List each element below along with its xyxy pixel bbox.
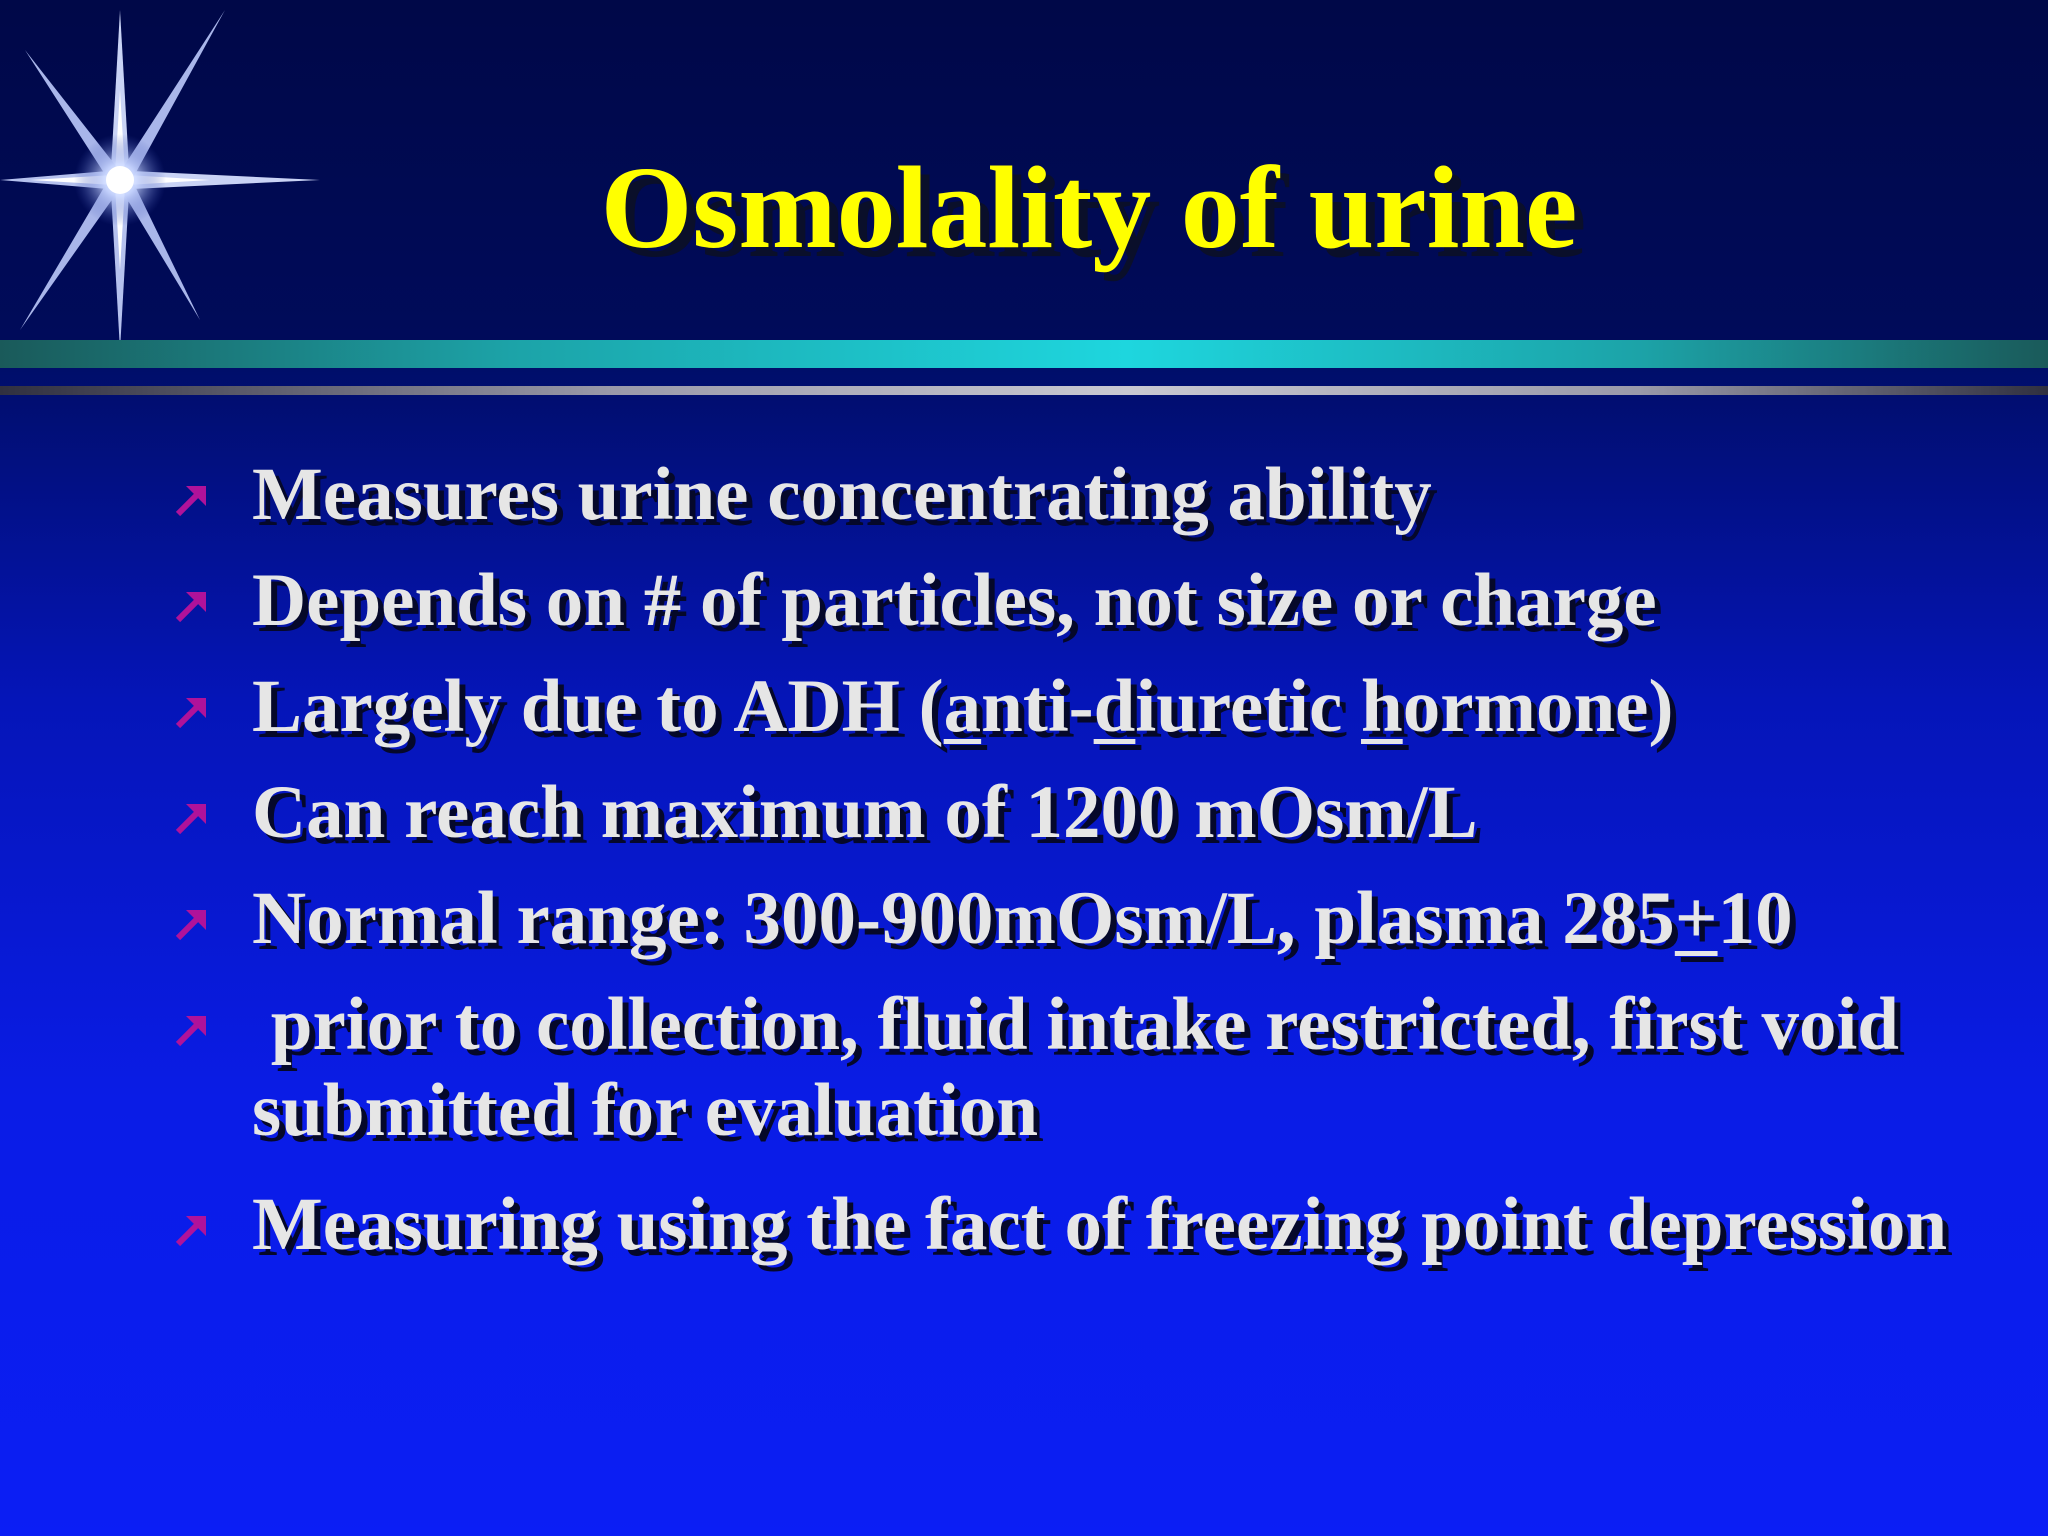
bullet-text-part: nti- [981, 665, 1094, 748]
bullet-item [172, 770, 2012, 856]
title-divider-grey [0, 386, 2048, 395]
bullet-item [172, 664, 2012, 750]
bullet-text [252, 877, 1793, 960]
underlined-letter: a [943, 665, 982, 748]
arrow-up-right-icon [172, 904, 212, 944]
bullet-text-part: iuretic [1135, 665, 1361, 748]
bullet-text: Measuring using the fact of freezing point depression [252, 1183, 1948, 1266]
title-divider-teal [0, 340, 2048, 368]
bullet-text: prior to collection, fluid intake restricted, first void submitted for evaluation [252, 983, 1918, 1152]
arrow-up-right-icon [172, 480, 212, 520]
bullet-item [172, 982, 2012, 1154]
bullet-item [172, 1182, 2012, 1268]
arrow-up-right-icon [172, 692, 212, 732]
underlined-plus-minus: + [1674, 877, 1718, 960]
bullet-item [172, 558, 2012, 644]
bullet-list [172, 452, 2012, 1296]
bullet-text: Measures urine concentrating ability [252, 453, 1432, 536]
bullet-text-part: Largely due to ADH ( [252, 665, 944, 748]
arrow-up-right-icon [172, 1210, 212, 1250]
underlined-letter: d [1093, 665, 1136, 748]
slide-title: Osmolality of urine [600, 142, 1578, 273]
underlined-letter: h [1360, 665, 1403, 748]
bullet-text [252, 665, 1673, 748]
bullet-text-part: Normal range: 300-900mOsm/L, plasma 285 [252, 877, 1675, 960]
arrow-up-right-icon [172, 586, 212, 626]
bullet-text-part: ormone) [1402, 665, 1674, 748]
bullet-item [172, 876, 2012, 962]
bullet-text: Can reach maximum of 1200 mOsm/L [252, 771, 1478, 854]
bullet-text-part: 10 [1717, 877, 1793, 960]
arrow-up-right-icon [172, 1010, 212, 1050]
bullet-item [172, 452, 2012, 538]
arrow-up-right-icon [172, 798, 212, 838]
bullet-text: Depends on # of particles, not size or charge [252, 559, 1657, 642]
